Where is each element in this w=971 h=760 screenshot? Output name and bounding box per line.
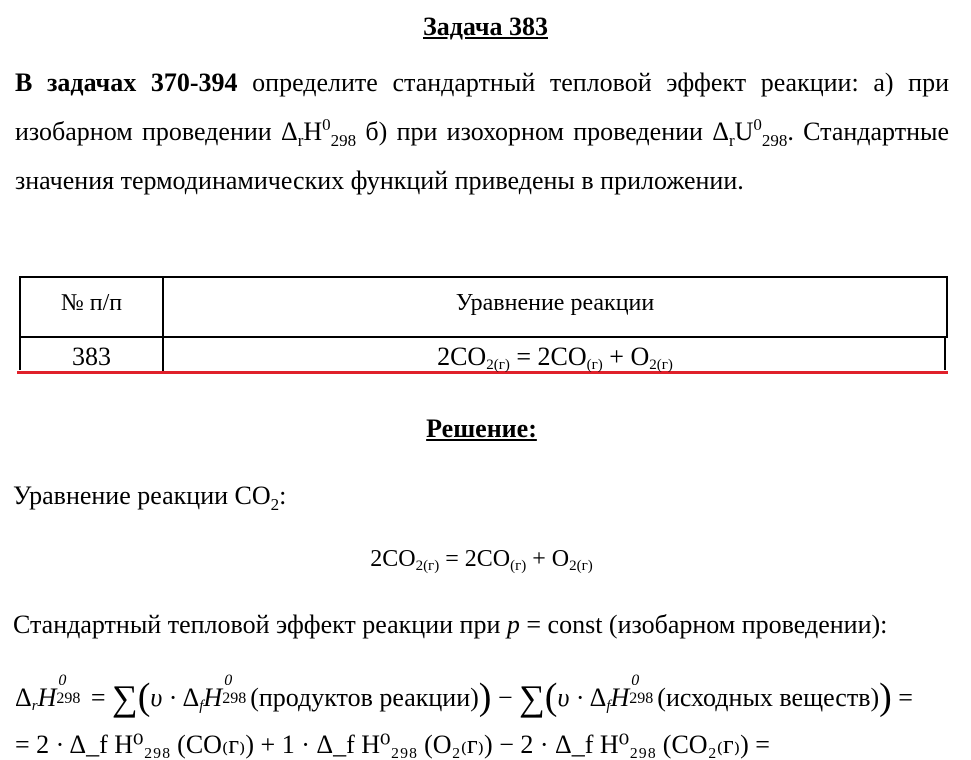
enthalpy-formula-expanded: = 2 · Δ_f H⁰₂₉₈ (CO₍г₎) + 1 · Δ_f H⁰₂₉₈ (O₂₍г₎) − 2 · Δ_f H⁰₂₉₈ (CO₂₍г₎) =: [15, 730, 770, 759]
rparen-1: ): [478, 676, 492, 718]
h-1: H: [203, 683, 223, 712]
formula-equals: =: [84, 683, 113, 712]
eq-term-1: 2CO: [437, 342, 487, 371]
eq-sub-1: 2(г): [486, 357, 510, 373]
statement-text-3: . Стандартные значения термодинамических функций приведены в приложении.: [15, 117, 950, 195]
problem-title: Задача 383: [423, 12, 548, 41]
sub-r-2: r: [728, 131, 735, 150]
enthalpy-formula: [15, 672, 913, 716]
reaction-equation: [0, 546, 963, 573]
indices-1: 0 298: [222, 672, 247, 707]
sup-zero: 0: [322, 115, 331, 134]
products-text: (продуктов реакции): [250, 683, 479, 712]
sub-298: 298: [330, 131, 357, 150]
reaction-table: [19, 276, 946, 373]
solution-title: Решение:: [426, 414, 537, 443]
solution-line-isobaric: [13, 610, 887, 640]
indices-2: 0 298: [629, 672, 654, 707]
symbol-u: U: [734, 117, 754, 146]
formula-delta: Δ: [15, 683, 32, 712]
center-eq-term-3: + O: [526, 546, 570, 572]
sum-sign-1: ∑: [112, 678, 138, 718]
center-eq-term-2: = 2CO: [439, 546, 511, 572]
table-cell-number: 383: [72, 342, 111, 371]
sup-zero-2: 0: [753, 115, 762, 134]
formula-sub-r: r: [31, 698, 38, 714]
solution-line-reaction: [13, 481, 287, 514]
table-header-number: № п/п: [60, 290, 123, 316]
formula-tail: =: [891, 683, 913, 712]
formula-h: H: [37, 683, 57, 712]
center-eq-term-1: 2CO: [370, 546, 416, 572]
table-cell-equation: [164, 342, 946, 372]
formula-minus: −: [491, 683, 520, 712]
reactants-text: (исходных веществ): [657, 683, 880, 712]
center-eq-sub-1: 2(г): [415, 558, 440, 574]
statement-text-1: определите стандартный тепловой эффект реакции: а) при изобарном проведении Δ: [15, 68, 949, 146]
dot-delta-2: · Δ: [569, 683, 607, 712]
sum-sign-2: ∑: [519, 678, 545, 718]
lparen-2: (: [544, 676, 558, 718]
isobaric-text-b: = const (изобарном проведении):: [519, 610, 888, 639]
sub-298-2: 298: [761, 131, 788, 150]
eq-sub-2: (г): [586, 357, 603, 373]
upsilon-1: υ: [150, 683, 163, 712]
upsilon-2: υ: [557, 683, 570, 712]
reaction-intro-sub: 2: [270, 495, 280, 514]
formula-indices: 0 298: [56, 672, 81, 707]
eq-term-2: = 2CO: [509, 342, 587, 371]
problem-lead: В задачах 370-394: [15, 68, 238, 97]
lparen-1: (: [137, 676, 151, 718]
statement-text-2: б) при изохорном проведении Δ: [356, 117, 729, 146]
sub-f-1: f: [199, 698, 204, 714]
center-eq-sub-3: 2(г): [569, 558, 593, 574]
reaction-intro-colon: :: [279, 481, 287, 510]
dot-delta-1: · Δ: [162, 683, 200, 712]
table-header-equation: Уравнение реакции: [455, 290, 655, 316]
sub-r: r: [297, 131, 304, 150]
symbol-h: H: [303, 117, 323, 146]
pressure-symbol: p: [506, 610, 520, 639]
center-eq-sub-2: (г): [510, 558, 527, 574]
eq-term-3: + O: [602, 342, 650, 371]
rparen-2: ): [879, 676, 892, 718]
problem-statement: [15, 58, 949, 205]
h-2: H: [610, 683, 630, 712]
eq-sub-3: 2(г): [649, 357, 673, 373]
isobaric-text-a: Стандартный тепловой эффект реакции при: [13, 610, 507, 639]
reaction-intro-text: Уравнение реакции CO: [13, 481, 271, 510]
sub-f-2: f: [606, 698, 611, 714]
